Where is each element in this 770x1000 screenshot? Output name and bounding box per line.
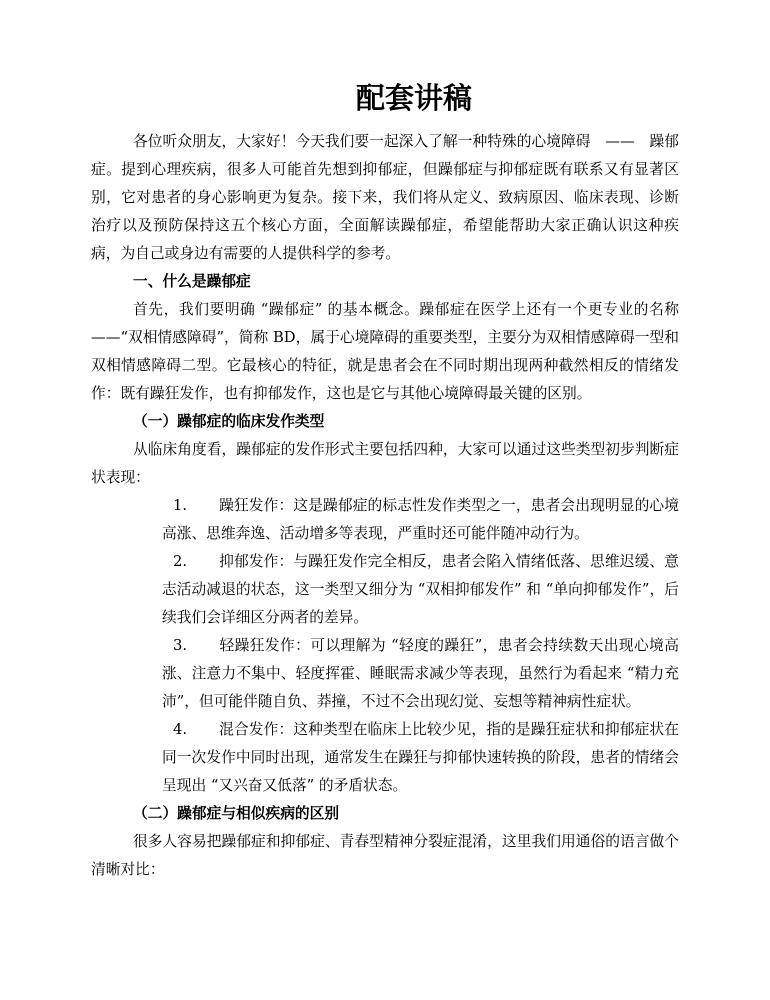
definition-paragraph: 首先，我们要明确 “躁郁症” 的基本概念。躁郁症在医学上还有一个更专业的名称——“双相情感障碍”，简称 BD，属于心境障碍的重要类型，主要分为双相情感障碍一型和双相情感障碍二型。它最核心的特征，就是患者会在不同时期出现两种截然相反的情绪发作：既有躁狂发作，也有抑郁发作，这也是它与其他心境障碍最关键的区别。 <box>91 301 679 402</box>
list-item-text: 轻躁狂发作：可以理解为 “轻度的躁狂”，患者会持续数天出现心境高涨、注意力不集中、轻度挥霍、睡眠需求减少等表现，虽然行为看起来 “精力充沛”，但可能伴随自负、莽撞，不过不会出现幻觉、妄想等精神病性症状。 <box>162 637 679 710</box>
list-item-number: 4. <box>173 721 188 738</box>
clinical-type-list <box>91 492 679 800</box>
list-item-hypomanic-episode <box>162 632 679 716</box>
list-item-number: 3. <box>173 637 188 654</box>
intro-paragraph: 各位听众朋友，大家好！今天我们要一起深入了解一种特殊的心境障碍 —— 躁郁症。提到心理疾病，很多人可能首先想到抑郁症，但躁郁症与抑郁症既有联系又有显著区别，它对患者的身心影响更为复杂。接下来，我们将从定义、致病原因、临床表现、诊断治疗以及预防保持这五个核心方面，全面解读躁郁症，希望能帮助大家正确认识这种疾病，为自己或身边有需要的人提供科学的参考。 <box>91 133 679 262</box>
document-title: 配套讲稿 <box>355 81 472 115</box>
heading-disease-comparison: （二）躁郁症与相似疾病的区别 <box>133 805 340 822</box>
comparison-lead-paragraph: 很多人容易把躁郁症和抑郁症、青春型精神分裂症混淆，这里我们用通俗的语言做个清晰对比： <box>91 833 679 878</box>
list-item-mixed-episode <box>162 716 679 800</box>
heading-clinical-episode-types: （一）躁郁症的临床发作类型 <box>133 413 325 430</box>
list-item-manic-episode <box>162 492 679 548</box>
heading-what-is-bipolar: 一、什么是躁郁症 <box>133 273 251 290</box>
list-item-number: 2. <box>173 553 188 570</box>
list-item-depressive-episode <box>162 548 679 632</box>
list-item-text: 躁狂发作：这是躁郁症的标志性发作类型之一，患者会出现明显的心境高涨、思维奔逸、活动增多等表现，严重时还可能伴随冲动行为。 <box>162 497 679 542</box>
list-item-text: 抑郁发作：与躁狂发作完全相反，患者会陷入情绪低落、思维迟缓、意志活动减退的状态，这一类型又细分为 “双相抑郁发作” 和 “单向抑郁发作”，后续我们会详细区分两者的差异。 <box>162 553 679 626</box>
clinical-types-lead-paragraph: 从临床角度看，躁郁症的发作形式主要包括四种，大家可以通过这些类型初步判断症状表现： <box>91 441 679 486</box>
list-item-text: 混合发作：这种类型在临床上比较少见，指的是躁狂症状和抑郁症状在同一次发作中同时出现，通常发生在躁狂与抑郁快速转换的阶段，患者的情绪会呈现出 “又兴奋又低落” 的矛盾状态。 <box>162 721 679 794</box>
list-item-number: 1. <box>173 497 188 514</box>
